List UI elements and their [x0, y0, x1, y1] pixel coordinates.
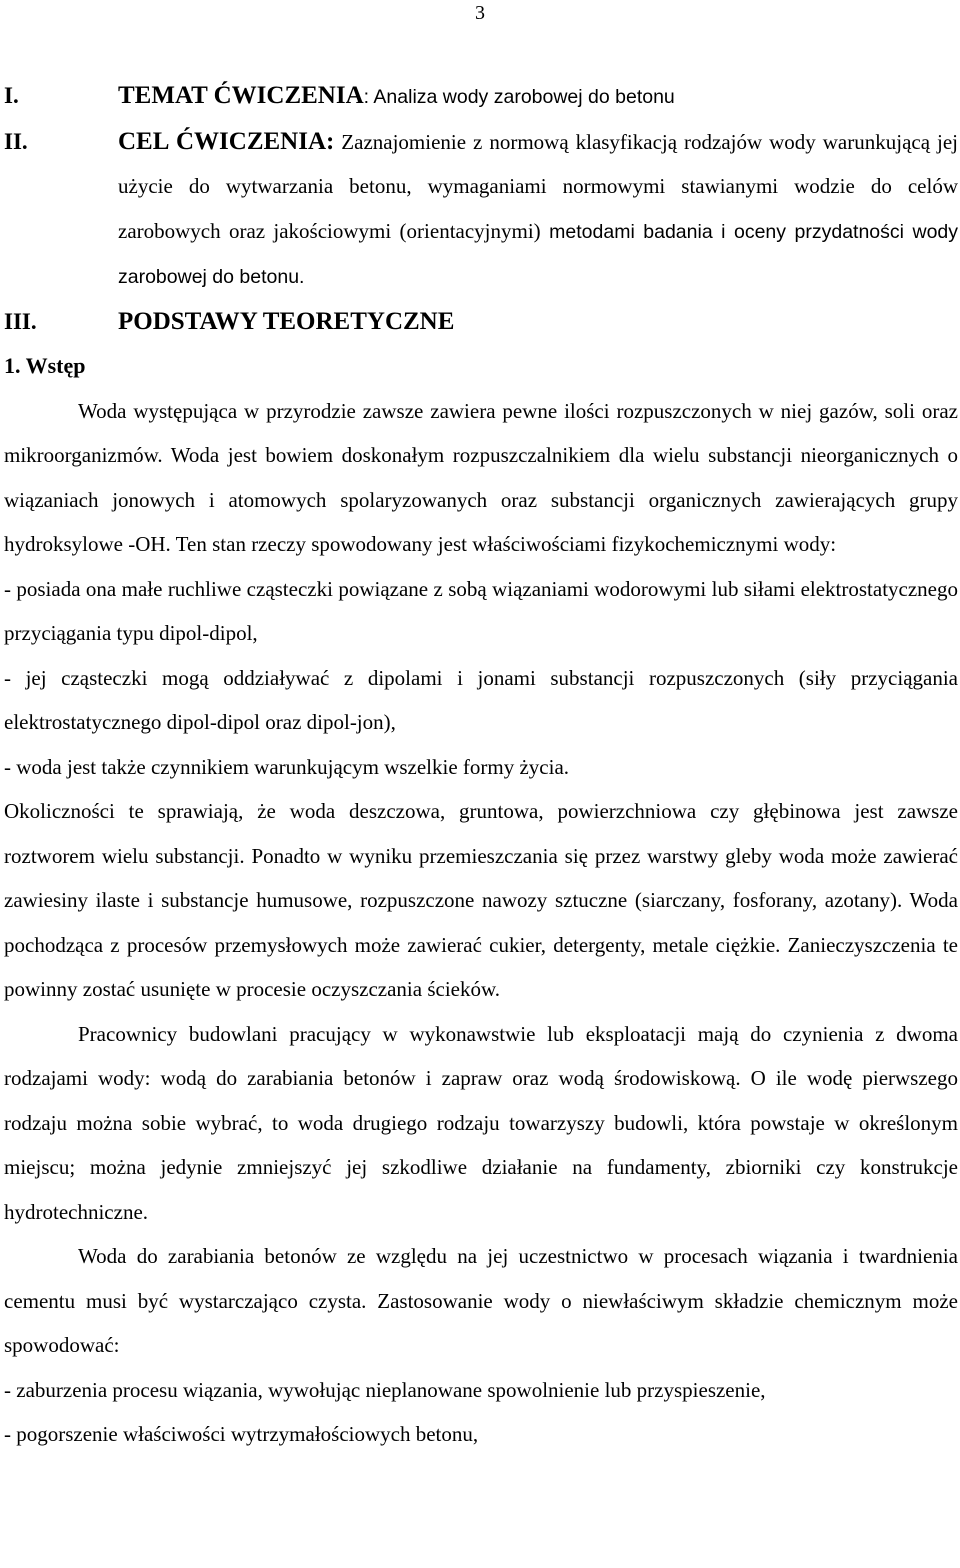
- subsection-heading: 1. Wstęp: [4, 353, 86, 378]
- document-body: [4, 74, 958, 1457]
- section-title: TEMAT ĆWICZENIA: [118, 82, 364, 109]
- page-number: 3: [475, 2, 485, 24]
- section-number: II.: [4, 128, 28, 154]
- section-text-sans: metodami badania i oceny przydatności wody zarobowej do betonu.: [118, 220, 959, 288]
- section-2: [4, 120, 958, 300]
- paragraph: Woda do zarabiania betonów ze względu na jej uczestnictwo w procesach wiązania i twardnienia cementu musi być wystarczająco czysta. Zastosowanie wody o niewłaściwym składzie chemicznym może spowodować:: [4, 1244, 958, 1357]
- paragraph: Pracownicy budowlani pracujący w wykonawstwie lub eksploatacji mają do czynienia z dwoma rodzajami wody: wodą do zarabiania betonów i zapraw oraz wodą środowiskową. O ile wodę pierwszego rodzaju można sobie wybrać, to woda drugiego rodzaju towarzyszy budowli, która powstaje w określonym miejscu; można jedynie zmniejszyć jej szkodliwe działanie na fundamenty, zbiorniki czy konstrukcje hydrotechniczne.: [4, 1021, 958, 1224]
- section-1: [4, 74, 958, 120]
- section-title: CEL ĆWICZENIA:: [118, 127, 335, 155]
- section-3: [4, 300, 958, 345]
- paragraph: Woda występująca w przyrodzie zawsze zawiera pewne ilości rozpuszczonych w niej gazów, soli oraz mikroorganizmów. Woda jest bowiem doskonałym rozpuszczalnikiem dla wielu substancji nieorganicznych o wiązaniach jonowych i atomowych spolaryzowanych oraz substancji organicznych zawierających grupy hydroksylowe -OH. Ten stan rzeczy spowodowany jest właściwościami fizykochemicznymi wody:: [4, 398, 958, 556]
- section-text: : Analiza wody zarobowej do betonu: [363, 86, 675, 108]
- list-item: - zaburzenia procesu wiązania, wywołując nieplanowane spowolnienie lub przyspieszenie,: [4, 1377, 766, 1402]
- section-title: PODSTAWY TEORETYCZNE: [118, 307, 455, 335]
- section-number: I.: [4, 83, 19, 108]
- list-item: - posiada ona małe ruchliwe cząsteczki powiązane z sobą wiązaniami wodorowymi lub siłami elektrostatycznego przyciągania typu dipol-dipol,: [4, 576, 958, 645]
- paragraph: Okoliczności te sprawiają, że woda deszczowa, gruntowa, powierzchniowa czy głębinowa jest zawsze roztworem wielu substancji. Ponadto w wyniku przemieszczania się przez warstwy gleby woda może zawierać zawiesiny ilaste i substancje humusowe, rozpuszczone nawozy sztuczne (siarczany, fosforany, azotany). Woda pochodząca z procesów przemysłowych może zawierać cukier, detergenty, metale ciężkie. Zanieczyszczenia te powinny zostać usunięte w procesie oczyszczania ścieków.: [4, 799, 958, 1001]
- list-item: - jej cząsteczki mogą oddziaływać z dipolami i jonami substancji rozpuszczonych (siły przyciągania elektrostatycznego dipol-dipol oraz dipol-jon),: [4, 665, 958, 734]
- section-number: III.: [4, 308, 37, 334]
- list-item: - woda jest także czynnikiem warunkującym wszelkie formy życia.: [4, 754, 570, 779]
- list-item: - pogorszenie właściwości wytrzymałościowych betonu,: [4, 1422, 479, 1446]
- section-text: Zaznajomienie z normową klasyfikacją rodzajów wody warunkującą jej użycie do wytwarzania betonu, wymaganiami normowymi stawianymi wodzie do celów zarobowych oraz jakościowymi (orientacyjnymi): [118, 129, 958, 243]
